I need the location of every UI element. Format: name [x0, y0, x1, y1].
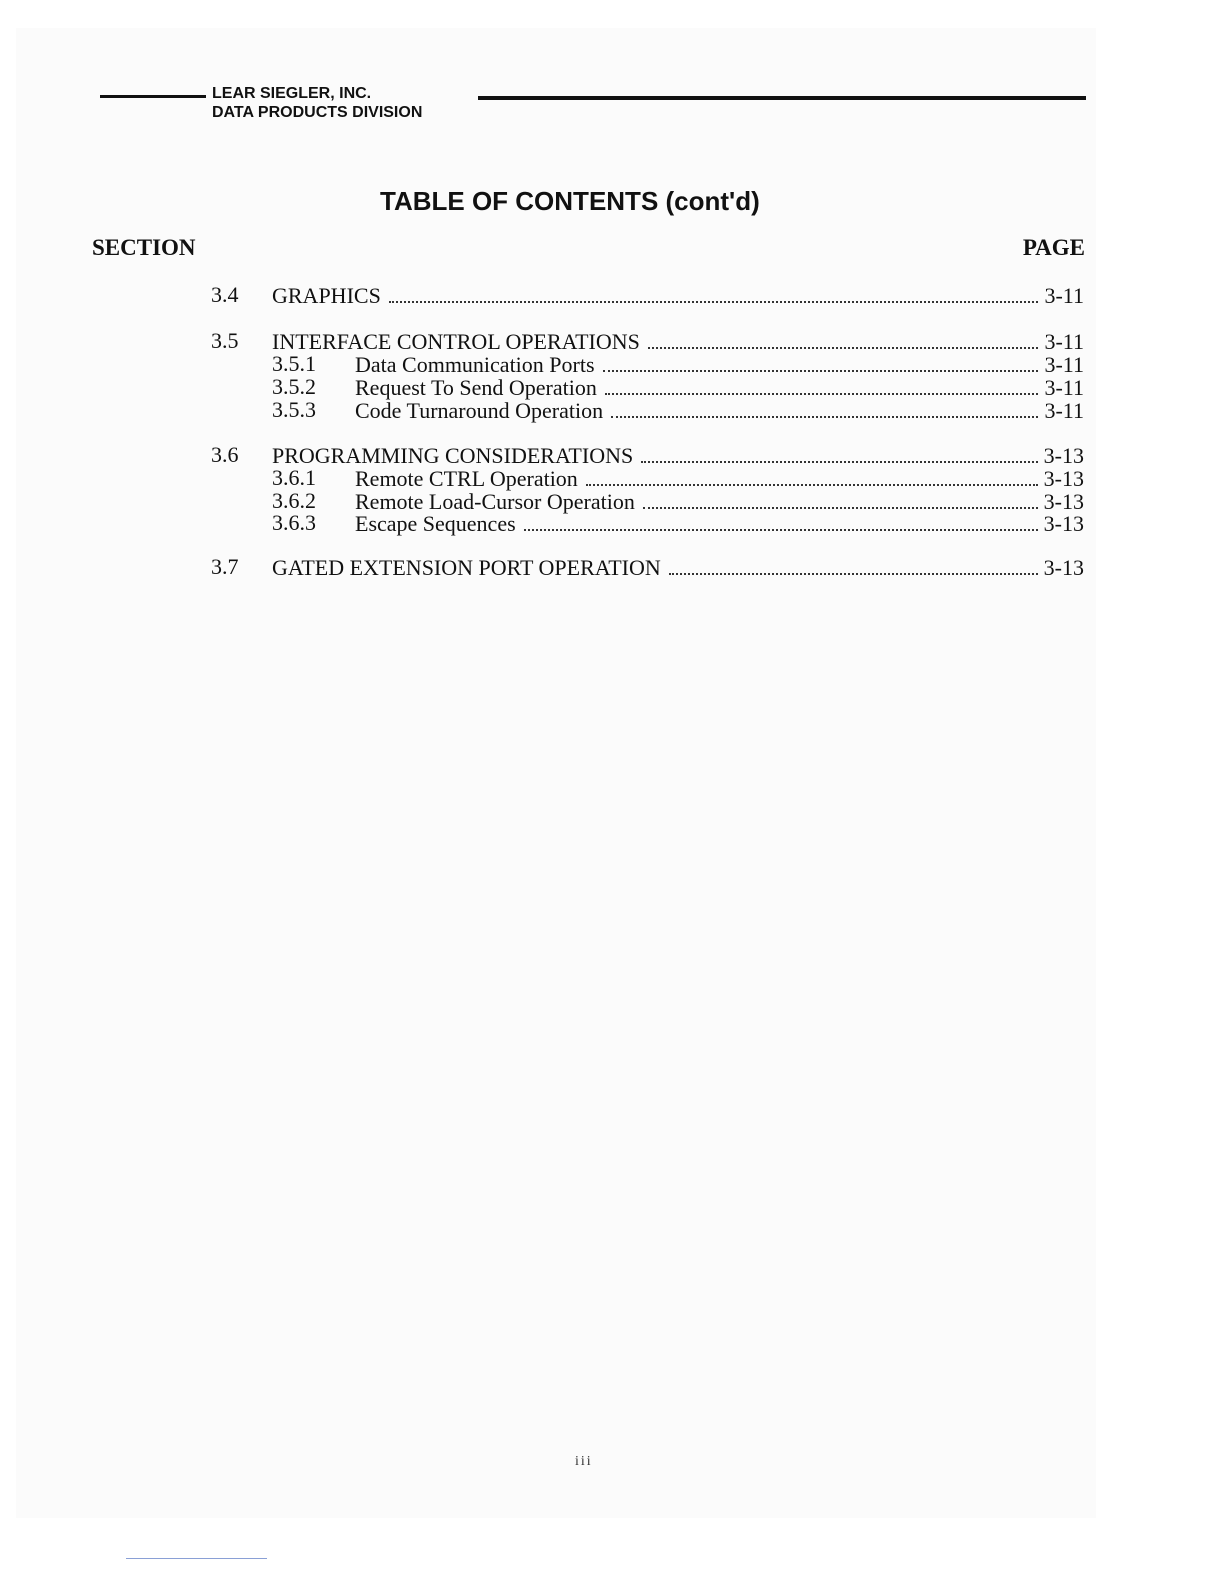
dot-leader — [648, 329, 1039, 349]
toc-entry-title: INTERFACE CONTROL OPERATIONS — [272, 329, 640, 354]
page-number: iii — [575, 1454, 593, 1469]
dot-leader — [669, 555, 1038, 575]
toc-subentry — [0, 466, 1224, 490]
toc-entry-title: Data Communication Ports — [355, 352, 595, 377]
toc-subentry — [0, 511, 1224, 535]
toc-entry-page: 3-13 — [1043, 466, 1084, 491]
toc-entry-title: Request To Send Operation — [355, 375, 597, 400]
toc-entry-title: Code Turnaround Operation — [355, 398, 604, 423]
dot-leader — [643, 489, 1038, 509]
company-name: LEAR SIEGLER, INC. — [212, 85, 372, 102]
scan-artifact-line — [126, 1558, 267, 1559]
dot-leader — [389, 283, 1039, 303]
dot-leader — [603, 352, 1039, 372]
toc-entry-number: 3.5.2 — [272, 374, 316, 399]
toc-entry-number: 3.6 — [211, 442, 239, 467]
dot-leader — [524, 511, 1038, 531]
toc-entry-page: 3-13 — [1043, 489, 1084, 514]
toc-entry-title: Remote Load-Cursor Operation — [355, 489, 635, 514]
toc-entry-number: 3.5.3 — [272, 397, 316, 422]
toc-entry — [0, 443, 1224, 467]
page-title: TABLE OF CONTENTS (cont'd) — [380, 186, 760, 216]
toc-entry-page: 3-11 — [1044, 398, 1084, 423]
toc-entry — [0, 329, 1224, 353]
toc-entry-page: 3-13 — [1043, 511, 1084, 536]
toc-entry-number: 3.7 — [211, 554, 239, 579]
dot-leader — [611, 398, 1038, 418]
toc-entry-number: 3.5.1 — [272, 351, 316, 376]
toc-subentry — [0, 352, 1224, 376]
toc-subentry — [0, 489, 1224, 513]
toc-entry-page: 3-13 — [1043, 555, 1084, 580]
toc-entry — [0, 555, 1224, 579]
section-column-header: SECTION — [92, 235, 196, 260]
dot-leader — [586, 466, 1038, 486]
toc-entry-page: 3-13 — [1043, 443, 1084, 468]
toc-subentry — [0, 375, 1224, 399]
dot-leader — [641, 443, 1037, 463]
dot-leader — [605, 375, 1039, 395]
toc-entry-title: GATED EXTENSION PORT OPERATION — [272, 555, 661, 580]
toc-entry-number: 3.6.1 — [272, 465, 316, 490]
toc-entry-number: 3.4 — [211, 282, 239, 307]
toc-entry-page: 3-11 — [1044, 283, 1084, 308]
toc-entry-page: 3-11 — [1044, 352, 1084, 377]
toc-entry-number: 3.5 — [211, 328, 239, 353]
toc-entry-page: 3-11 — [1044, 375, 1084, 400]
toc-entry-number: 3.6.3 — [272, 510, 316, 535]
division-name: DATA PRODUCTS DIVISION — [212, 104, 423, 121]
toc-entry-number: 3.6.2 — [272, 488, 316, 513]
toc-subentry — [0, 398, 1224, 422]
toc-entry-title: GRAPHICS — [272, 283, 381, 308]
toc-entry-page: 3-11 — [1044, 329, 1084, 354]
toc-entry-title: PROGRAMMING CONSIDERATIONS — [272, 443, 634, 468]
toc-entry-title: Remote CTRL Operation — [355, 466, 578, 491]
toc-entry-title: Escape Sequences — [355, 511, 516, 536]
toc-entry — [0, 283, 1224, 307]
page-column-header: PAGE — [1022, 235, 1085, 260]
